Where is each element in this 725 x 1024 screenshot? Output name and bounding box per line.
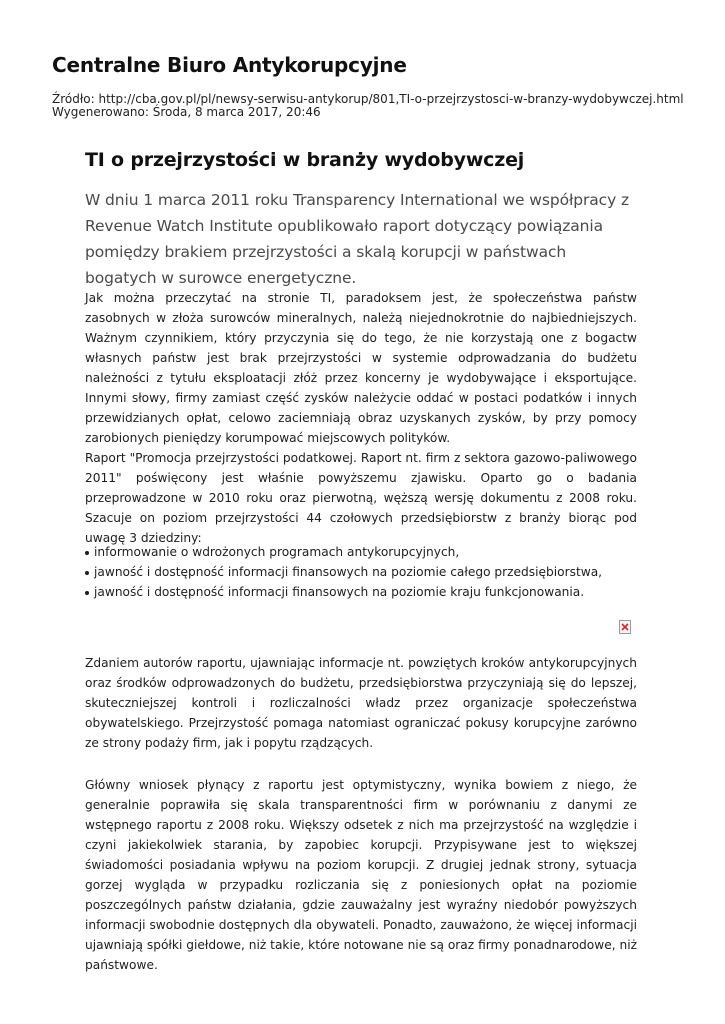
source-url-line: Źródło: http://cba.gov.pl/pl/newsy-serwisu-antykorup/801,TI-o-przejrzystosci-w-branzy-wydobywczej.html <box>52 92 684 106</box>
article-paragraph-3: Zdaniem autorów raportu, ujawniając informacje nt. powziętych kroków antykorupcyjnych oraz środków odprowadzonych do budżetu, przedsiębiorstwa przyczyniają się do lepszej, skuteczniejszej kontroli i rozliczalności władz przez organizacje społeczeństwa obywatelskiego. Przejrzystość pomaga natomiast ograniczać pokusy korupcyjne zarówno ze strony podaży firm, jak i popytu rządzących. <box>85 656 637 750</box>
broken-image-cross <box>621 623 629 631</box>
source-info <box>52 93 712 119</box>
article-title: TI o przejrzystości w branży wydobywczej <box>85 149 525 171</box>
article-paragraph-2: Raport "Promocja przejrzystości podatkowej. Raport nt. firm z sektora gazowo-paliwowego 2011" poświęcony jest właśnie powyższemu zjawisku. Oparto go o badania przeprowadzone w 2010 roku oraz pierwotną, węższą wersję dokumentu z 2008 roku. Szacuje on poziom przejrzystości 44 czołowych przedsiębiorstw z branży biorąc pod uwagę 3 dziedziny: <box>85 451 637 545</box>
criteria-list <box>85 542 645 602</box>
list-item: informowanie o wdrożonych programach antykorupcyjnych, <box>85 542 645 562</box>
article-paragraph-4: Główny wniosek płynący z raportu jest optymistyczny, wynika bowiem z niego, że generalnie poprawiła się skala transparentności firm w porównaniu z danymi ze wstępnego raportu z 2008 roku. Większy odsetek z nich ma przejrzystość na względzie i czyni jakiekolwiek starania, by zapobiec korupcji. Przypisywane jest to większej świadomości posiadania wpływu na poziom korupcji. Z drugiej jednak strony, sytuacja gorzej wygląda w przypadku rozliczania się z poniesionych opłat na poziomie poszczególnych państw działania, gdzie zauważalny jest wyraźny niedobór powyższych informacji swobodnie dostępnych dla obywateli. Ponadto, zauważono, że więcej informacji ujawniają spółki giełdowe, niż takie, które notowane nie są oraz firmy ponadnarodowe, niż państwowe. <box>85 778 637 972</box>
broken-image-icon <box>619 620 631 634</box>
list-item: jawność i dostępność informacji finansowych na poziomie całego przedsiębiorstwa, <box>85 562 645 582</box>
list-item: jawność i dostępność informacji finansowych na poziomie kraju funkcjonowania. <box>85 582 645 602</box>
site-title: Centralne Biuro Antykorupcyjne <box>52 53 407 77</box>
article-lead: W dniu 1 marca 2011 roku Transparency International we współpracy z Revenue Watch Institute opublikowało raport dotyczący powiązania pomiędzy brakiem przejrzystości a skalą korupcji w państwach bogatych w surowce energetyczne. <box>85 191 630 287</box>
article-paragraph-1: Jak można przeczytać na stronie TI, paradoksem jest, że społeczeństwa państw zasobnych w złoża surowców mineralnych, należą niejednokrotnie do najbiedniejszych. Ważnym czynnikiem, który przyczynia się do tego, że nie korzystają one z bogactw własnych państw jest brak przejrzystości w systemie odprowadzania do budżetu należności z tytułu eksploatacji złóż przez koncerny je wydobywające i eksportujące. Innymi słowy, firmy zamiast część zysków należycie oddać w postaci podatków i innych przewidzianych opłat, celowo zaciemniają obraz uzyskanych zysków, by przy pomocy zarobionych pieniędzy korumpować miejscowych polityków. <box>85 291 637 445</box>
generated-date-line: Wygenerowano: Środa, 8 marca 2017, 20:46 <box>52 105 321 119</box>
